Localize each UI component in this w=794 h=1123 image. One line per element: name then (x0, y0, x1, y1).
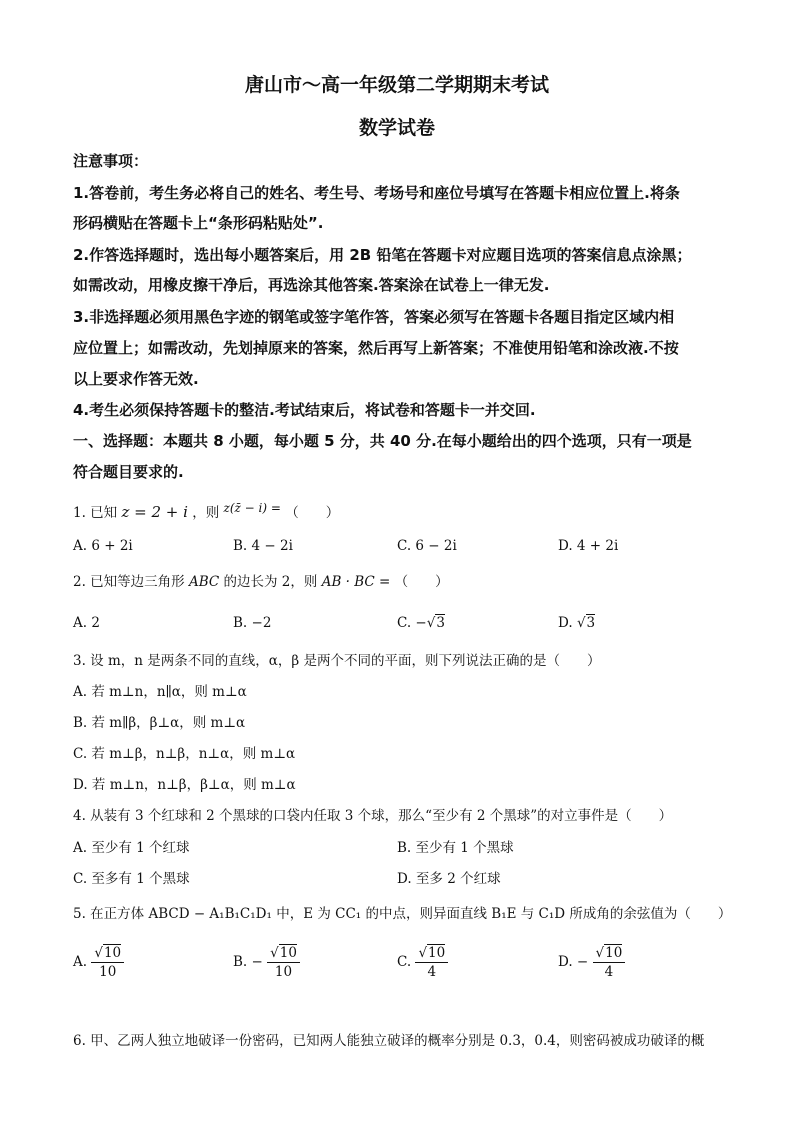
q1-expression: z(z̄ − i) = (223, 501, 281, 515)
q5-option-b (233, 944, 300, 981)
q5-option-c (397, 944, 448, 981)
question-2-stem (73, 572, 449, 592)
q1-option-d: D. 4 + 2i (558, 538, 619, 554)
q5-option-a-label: A. (73, 954, 88, 970)
q2-option-c (397, 614, 445, 632)
notice-line-3: 2.作答选择题时，选出每小题答案后，用 2B 铅笔在答题卡对应题目选项的答案信息点涂黑； (73, 246, 692, 264)
q4-option-b: B. 至少有 1 个黑球 (397, 840, 514, 856)
q5-option-c-label: C. (397, 954, 412, 970)
sqrt-sign-icon: √ (426, 615, 436, 631)
question-5-stem: 5. 在正方体 ABCD − A₁B₁C₁D₁ 中，E 为 CC₁ 的中点，则异面直线 B₁E 与 C₁D 所成角的余弦值为（ ） (73, 906, 732, 922)
notice-line-1: 1.答卷前，考生务必将自己的姓名、考生号、考场号和座位号填写在答题卡相应位置上.将条 (73, 184, 680, 202)
q1-paren: （ ） (285, 505, 340, 521)
notice-line-6: 应位置上；如需改动，先划掉原来的答案，然后再写上新答案；不准使用铅笔和涂改液.不按 (73, 339, 679, 357)
q3-option-b: B. 若 m∥β，β⊥α，则 m⊥α (73, 715, 246, 731)
question-6-stem: 6. 甲、乙两人独立地破译一份密码，已知两人能独立破译的概率分别是 0.3，0.4，则密码被成功破译的概 (73, 1033, 705, 1049)
q5-option-c-fraction: $\frac{√10}{4}$ (415, 944, 448, 981)
notice-line-4: 如需改动，用橡皮擦干净后，再选涂其他答案.答案涂在试卷上一律无发. (73, 276, 550, 294)
q1-option-a: A. 6 + 2i (73, 538, 133, 554)
q2-expression: AB · BC = (321, 574, 391, 590)
q5-option-b-label: B. − (233, 954, 263, 970)
q3-option-c: C. 若 m⊥β，n⊥β，n⊥α，则 m⊥α (73, 746, 296, 762)
q2-option-d-radicand: 3 (586, 615, 596, 631)
notice-line-5: 3.非选择题必须用黑色字迹的钢笔或签字笔作答，答案必须写在答题卡各题目指定区域内相 (73, 308, 675, 326)
q5-option-d-fraction: $\frac{√10}{4}$ (593, 944, 626, 981)
question-3-stem: 3. 设 m，n 是两条不同的直线，α，β 是两个不同的平面，则下列说法正确的是（ ） (73, 653, 601, 669)
section-heading-line-2: 符合题目要求的. (73, 463, 184, 481)
question-4-stem: 4. 从装有 3 个红球和 2 个黑球的口袋内任取 3 个球，那么“至少有 2 个黑球”的对立事件是（ ） (73, 808, 673, 824)
exam-title: 唐山市～高一年级第二学期期末考试 (244, 74, 549, 96)
exam-subtitle: 数学试卷 (358, 117, 435, 139)
sqrt-sign-icon: √ (576, 615, 586, 631)
q2-mid: 的边长为 2，则 (223, 574, 318, 590)
q2-pre: 2. 已知等边三角形 (73, 574, 185, 590)
q5-option-b-fraction: $\frac{√10}{10}$ (267, 944, 300, 981)
q1-pre: 1. 已知 (73, 505, 118, 521)
q2-option-d (558, 614, 595, 632)
sqrt-sign-icon: √ (595, 945, 605, 961)
sqrt-sign-icon: √ (94, 945, 103, 961)
question-1-stem (73, 502, 339, 523)
q2-paren: （ ） (394, 574, 449, 590)
sqrt-sign-icon: √ (270, 945, 279, 961)
q3-option-a: A. 若 m⊥n，n∥α，则 m⊥α (73, 684, 247, 700)
notice-line-2: 形码横贴在答题卡上“条形码粘贴处”. (73, 214, 324, 232)
q5-option-d (558, 944, 625, 981)
section-heading-line-1: 一、选择题：本题共 8 小题，每小题 5 分，共 40 分.在每小题给出的四个选项，只有一项是 (73, 432, 692, 450)
notice-line-8: 4.考生必须保持答题卡的整洁.考试结束后，将试卷和答题卡一并交回. (73, 401, 536, 419)
q2-triangle: ABC (188, 574, 220, 590)
q1-mid: ，则 (192, 505, 220, 521)
sqrt-sign-icon: √ (418, 945, 428, 961)
q5-option-a-fraction: $\frac{√10}{10}$ (91, 944, 124, 981)
q4-option-c: C. 至多有 1 个黑球 (73, 871, 190, 887)
q2-option-a: A. 2 (73, 615, 100, 631)
q1-option-c: C. 6 − 2i (397, 538, 457, 554)
q1-condition: z = 2 + i (121, 503, 188, 521)
notice-line-7: 以上要求作答无效. (73, 370, 199, 388)
q3-option-d: D. 若 m⊥n，n⊥β，β⊥α，则 m⊥α (73, 777, 296, 793)
q2-option-c-radicand: 3 (436, 615, 445, 631)
q5-option-d-label: D. − (558, 954, 589, 970)
q5-option-a (73, 944, 124, 981)
q4-option-a: A. 至少有 1 个红球 (73, 840, 190, 856)
q2-option-c-label: C. − (397, 615, 427, 631)
q2-option-d-label: D. (558, 615, 577, 631)
q4-option-d: D. 至多 2 个红球 (397, 871, 501, 887)
q1-option-b: B. 4 − 2i (233, 538, 293, 554)
notice-heading: 注意事项： (73, 152, 149, 170)
q2-option-b: B. −2 (233, 615, 272, 631)
